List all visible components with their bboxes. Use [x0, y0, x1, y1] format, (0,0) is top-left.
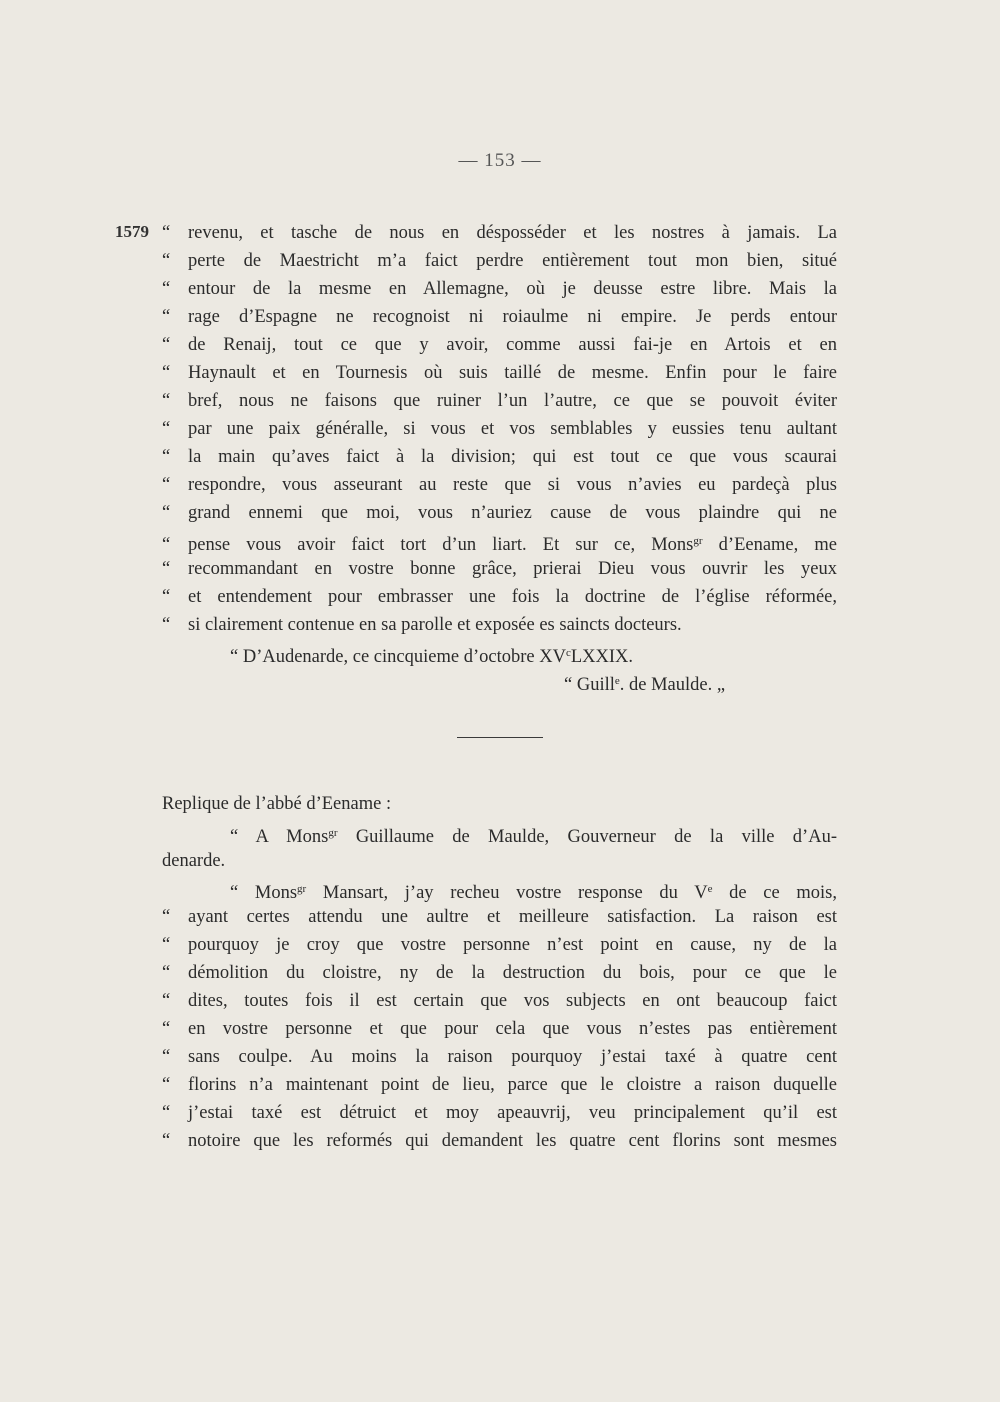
letter2-line: “ démolition du cloistre, ny de la destruction du bois, pour ce que le [162, 963, 837, 983]
address-line: “ A Mons$^{gr}$ Guillaume de Maulde, Gouverneur de la ville d’Au- [230, 827, 837, 847]
letter1-line: “ respondre, vous asseurant au reste que si vous n’avies eu pardeçà plus [162, 475, 837, 495]
page-number: — 153 — [458, 150, 542, 171]
letter1-line: “ rage d’Espagne ne recognoist ni roiaulme ni empire. Je perds entour [162, 307, 837, 327]
letter2-line: “ sans coulpe. Au moins la raison pourquoy j’estai taxé à quatre cent [162, 1047, 837, 1067]
letter2-line: “ en vostre personne et que pour cela que vous n’estes pas entièrement [162, 1019, 837, 1039]
section-divider [457, 737, 543, 738]
letter1-line: “ si clairement contenue en sa parolle et exposée es saincts docteurs. [162, 615, 682, 635]
letter1-line: “ revenu, et tasche de nous en désposséder et les nostres à jamais. La [162, 223, 837, 243]
letter1-line: “ par une paix généralle, si vous et vos semblables y eussies tenu aultant [162, 419, 837, 439]
signature: “ Guill$^e$. de Maulde. „ [564, 675, 726, 695]
letter1-line: “ la main qu’aves faict à la division; qui est tout ce que vous scaurai [162, 447, 837, 467]
letter1-line: “ entour de la mesme en Allemagne, où je deusse estre libre. Mais la [162, 279, 837, 299]
letter2-line: “ notoire que les reformés qui demandent les quatre cent florins sont mesmes [162, 1131, 837, 1151]
letter2-line: “ ayant certes attendu une aultre et meilleure satisfaction. La raison est [162, 907, 837, 927]
letter2-line: “ dites, toutes fois il est certain que vos subjects en ont beaucoup faict [162, 991, 837, 1011]
address-line-cont: denarde. [162, 851, 226, 871]
letter1-line: “ perte de Maestricht m’a faict perdre entièrement tout mon bien, situé [162, 251, 837, 271]
letter1-line: “ Haynault et en Tournesis où suis taillé de mesme. Enfin pour le faire [162, 363, 837, 383]
letter1-line: “ grand ennemi que moi, vous n’auriez cause de vous plaindre qui ne [162, 503, 837, 523]
letter1-line: “ pense vous avoir faict tort d’un liart. Et sur ce, Mons$^{gr}$ d’Eename, me [162, 535, 837, 555]
letter1-line: “ bref, nous ne faisons que ruiner l’un l’autre, ce que se pouvoit éviter [162, 391, 837, 411]
letter2-line: “ j’estai taxé est détruict et moy apeauvrij, veu principalement qu’il est [162, 1103, 837, 1123]
margin-year: 1579 [115, 222, 149, 241]
letter1-line: “ recommandant en vostre bonne grâce, prierai Dieu vous ouvrir les yeux [162, 559, 837, 579]
letter2-line: “ pourquoy je croy que vostre personne n’est point en cause, ny de la [162, 935, 837, 955]
letter2-line: “ Mons$^{gr}$ Mansart, j’ay recheu vostre response du Ve de ce mois, [230, 883, 837, 903]
date-line: “ D’Audenarde, ce cincquieme d’octobre $XV^cLXXIX$. [230, 647, 633, 667]
letter1-line: “ et entendement pour embrasser une fois la doctrine de l’église réformée, [162, 587, 837, 607]
letter2-line: “ florins n’a maintenant point de lieu, parce que le cloistre a raison duquelle [162, 1075, 837, 1095]
letter1-line: “ de Renaij, tout ce que y avoir, comme aussi fai-je en Artois et en [162, 335, 837, 355]
reply-heading: Replique de l’abbé d’Eename : [162, 794, 392, 814]
